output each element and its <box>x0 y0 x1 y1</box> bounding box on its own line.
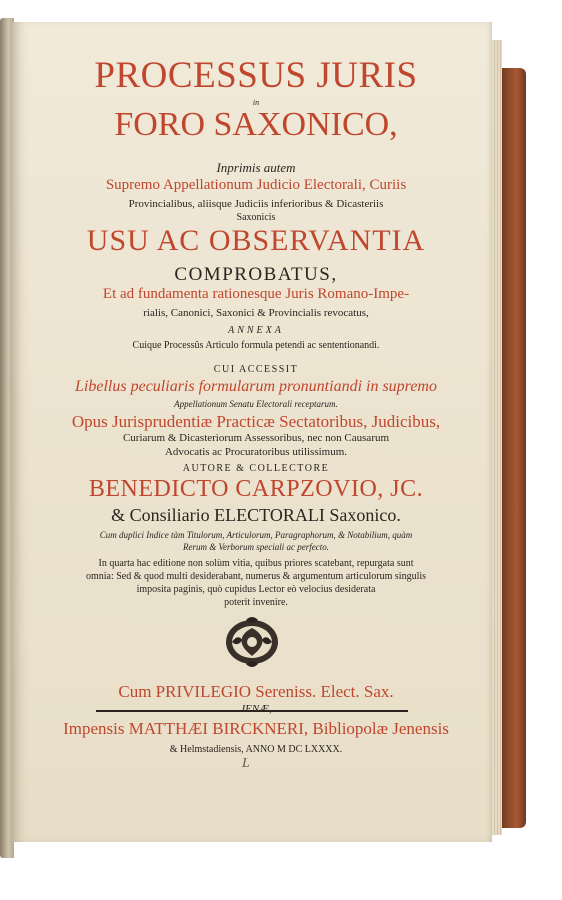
index-note-2: Rerum & Verborum speciali ac perfecto. <box>183 542 329 552</box>
subtitle-line-17: Curiarum & Dicasteriorum Assessoribus, nec non Causarum <box>122 432 390 444</box>
author-caption: AUTORE & COLLECTORE <box>182 463 330 474</box>
subtitle-line-18: Advocatis ac Procuratoribus utilissimum. <box>164 446 348 458</box>
edition-note-4: poterit invenire. <box>224 597 288 608</box>
subtitle-line-15: Appellationum Senatu Electorali receptarum. <box>174 399 338 409</box>
subtitle-line-3: Inprimis autem <box>216 160 296 175</box>
subtitle-line-10: rialis, Canonici, Saxonici & Provincialis revocatus, <box>143 307 369 319</box>
subtitle-line-9: Et ad fundamenta rationesque Juris Romano-Impe- <box>102 286 410 302</box>
title-line-1: PROCESSUS JURIS <box>94 55 418 96</box>
author-name: BENEDICTO CARPZOVIO, JC. <box>88 476 424 502</box>
edition-note-1: In quarta hac editione non solùm vitia, quibus priores scatebant, repurgata sunt <box>98 558 414 569</box>
subtitle-line-14: Libellus peculiaris formularum pronuntiandi in supremo <box>75 378 437 395</box>
title-line-7: USU AC OBSERVANTIA <box>86 224 426 257</box>
subtitle-line-16: Opus Jurisprudentiæ Practicæ Sectatoribus, Judicibus, <box>71 412 441 431</box>
subtitle-line-4: Supremo Appellationum Judicio Electorali, Curiis <box>105 177 407 193</box>
index-note-1: Cum duplici Indice tàm Titulorum, Articulorum, Paragraphorum, & Notabilium, quàm <box>99 530 413 540</box>
edition-note-3: imposita paginis, quò cupidus Lector eò velocius desiderata <box>136 584 376 595</box>
privilege-line: Cum PRIVILEGIO Sereniss. Elect. Sax. <box>118 682 394 701</box>
subtitle-line-11: ANNEXA <box>228 325 284 336</box>
date-line: & Helmstadiensis, ANNO M DC LXXXX. <box>169 744 343 755</box>
edition-note-2: omnia: Sed & quod multi desiderabant, numerus & argumentum articulorum singulis <box>85 571 427 582</box>
title-line-8: COMPROBATUS, <box>174 264 338 285</box>
subtitle-line-13: CUI ACCESSIT <box>213 364 299 375</box>
subtitle-line-12: Cuique Processûs Articulo formula petendi ac sententionandi. <box>132 340 380 351</box>
printers-ornament-icon <box>224 614 280 670</box>
title-line-2: FORO SAXONICO, <box>114 106 398 143</box>
handwritten-mark: L <box>242 756 250 771</box>
publisher-line: Impensis MATTHÆI BIRCKNERI, Bibliopolæ Jenensis <box>63 719 449 738</box>
place-of-printing: JENÆ, <box>240 703 272 715</box>
title-line-in: in <box>252 98 260 107</box>
subtitle-line-6: Saxonicis <box>236 212 276 223</box>
subtitle-line-5: Provincialibus, aliisque Judiciis inferioribus & Dicasteriis <box>128 198 384 210</box>
title-page <box>12 22 492 842</box>
author-title: & Consiliario ELECTORALI Saxonico. <box>111 505 401 525</box>
